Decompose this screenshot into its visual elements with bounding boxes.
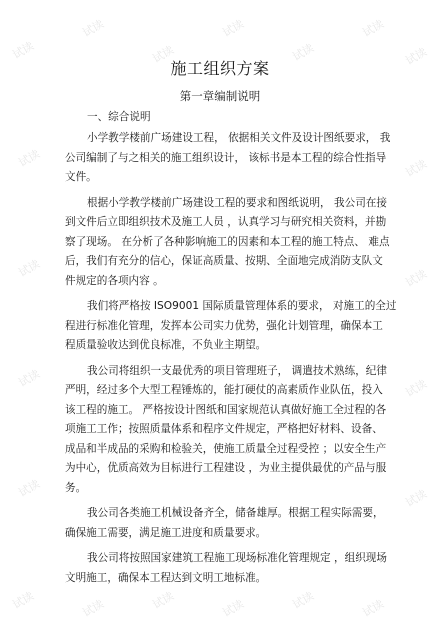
watermark-text: 试读 <box>403 45 430 68</box>
text-line: 到文件后立即组织技术及施工人员 ，认真学习与研究相关资料，并勘 <box>65 216 387 228</box>
section-heading: 一、综合说明 <box>87 111 151 123</box>
paragraph <box>65 194 390 292</box>
watermark-text: 试读 <box>403 377 430 400</box>
text-line: 文件。 <box>65 171 97 183</box>
text-line: 件规定的各项内容 。 <box>65 274 164 287</box>
chapter-heading: 第一章编制说明 <box>179 89 261 103</box>
text-line: 公司编制了与之相关的施工组织设计， 该标书是本工程的综合性指导 <box>65 151 387 164</box>
watermark-text: 试读 <box>403 157 430 180</box>
text-line: 该工程的施工。 严格按设计图纸和国家规范认真做好施工全过程的各 <box>65 403 387 416</box>
text-line: 程质量验收达到优良标准，不负业主期望。 <box>65 339 267 351</box>
text-line: 严明，经过多个大型工程锤炼的，能打硬仗的高素质作业队伍，投入 <box>65 384 383 396</box>
watermark-text: 试读 <box>290 589 317 612</box>
watermark-text: 试读 <box>220 17 247 40</box>
text-line: 我们将严格按 ISO9001 国际质量管理体系的要求， 对施工的全过 <box>87 300 397 312</box>
watermark-text: 试读 <box>16 367 43 390</box>
watermark-text: 试读 <box>150 43 177 66</box>
text-line: 文明施工，确保本工程达到文明工地标准。 <box>65 571 267 584</box>
watermark-text: 试读 <box>360 597 387 620</box>
paragraph <box>65 549 385 588</box>
text-line: 察了现场。 在分析了各种影响施工的因素和本工程的施工特点、 难点 <box>65 235 390 248</box>
text-line: 我公司各类施工机械设备齐全，储备雄厚。根据工程实际需要， <box>87 507 384 519</box>
text-line: 务。 <box>65 481 87 494</box>
document-body <box>65 108 397 594</box>
watermark-text: 试读 <box>403 487 430 510</box>
paragraph <box>65 129 391 188</box>
document-title: 施工组织方案 <box>170 59 270 78</box>
text-line: 为中心，优质高效为目标进行工程建设 ，为业主提供最优的产品与服 <box>65 462 387 474</box>
watermark-text: 试读 <box>16 257 43 280</box>
watermark-text: 试读 <box>80 17 107 40</box>
text-line: 成品和半成品的采购和检验关，使施工质量全过程受控 ；以安全生产 <box>65 442 387 455</box>
paragraph <box>65 504 385 543</box>
watermark-text: 试读 <box>10 39 37 62</box>
text-line: 小学教学楼前广场建设工程， 依据相关文件及设计图纸要求， 我 <box>87 132 391 144</box>
text-line: 确保施工需要，满足施工进度和质量要求。 <box>65 526 267 539</box>
paragraph <box>65 362 385 499</box>
paragraph <box>65 297 397 356</box>
watermark-text: 试读 <box>403 267 430 290</box>
text-line: 项施工工作；按照质量体系和程序文件规定，严格把好材料、设备、 <box>65 423 383 435</box>
watermark-text: 试读 <box>220 597 247 620</box>
text-line: 我公司将按照国家建筑工程施工现场标准化管理规定 ，组织现场 <box>87 552 387 564</box>
text-line: 程进行标准化管理，发挥本公司实力优势，强化计划管理，确保本工 <box>65 319 383 332</box>
watermark-text: 试读 <box>150 589 177 612</box>
text-line: 根据小学教学楼前广场建设工程的要求和图纸说明， 我公司在接 <box>87 196 387 209</box>
watermark-text: 试读 <box>16 477 43 500</box>
text-line: 后，我们有充分的信心，保证高质量、按期、全面地完成消防支队文 <box>65 255 383 267</box>
watermark-text: 试读 <box>80 597 107 620</box>
watermark-text: 试读 <box>16 147 43 170</box>
text-line: 我公司将组织一支最优秀的项目管理班子， 调遣技术熟练，纪律 <box>87 364 387 377</box>
watermark-text: 试读 <box>290 41 317 64</box>
watermark-text: 试读 <box>10 589 37 612</box>
watermark-text: 试读 <box>360 17 387 40</box>
